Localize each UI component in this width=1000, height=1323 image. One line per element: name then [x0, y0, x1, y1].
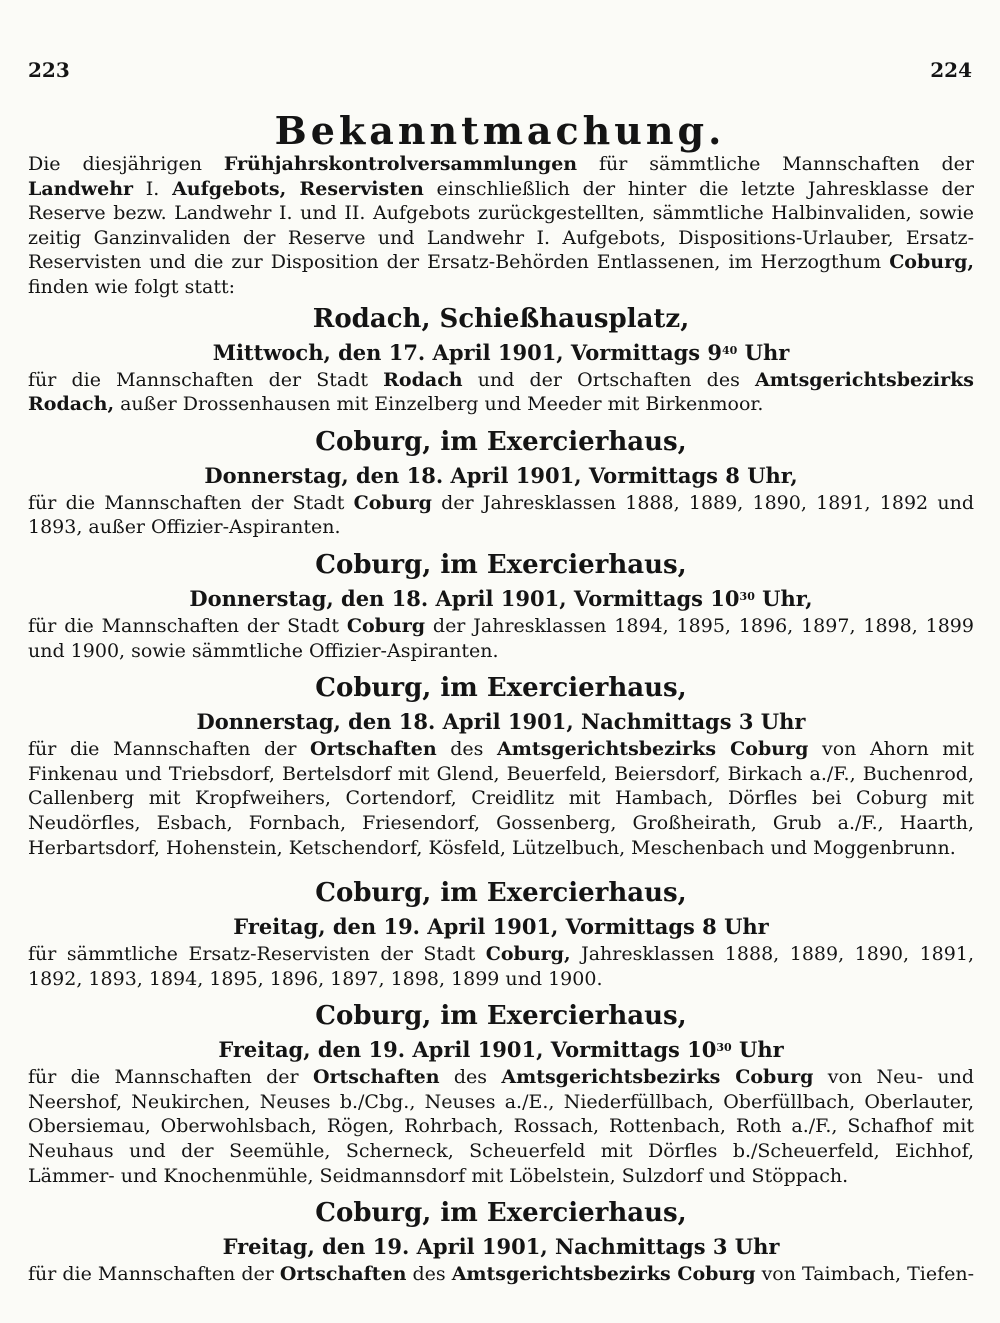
section-bold-1: Ortschaften	[310, 738, 437, 761]
section-when: Donnerstag, den 18. April 1901, Vormittags 8 Uhr,	[204, 462, 798, 488]
section-when	[28, 338, 974, 368]
section-bold-1: Coburg,	[485, 943, 571, 966]
section-place: Coburg, im Exercierhaus,	[315, 549, 687, 580]
section-when: Freitag, den 19. April 1901, Vormittags 8 Uhr	[233, 914, 769, 940]
section-paragraph	[28, 368, 974, 417]
section-bold-1: Rodach	[383, 368, 463, 391]
page-number-left: 223	[28, 58, 70, 82]
section-bold-2: Amtsgerichtsbezirks Coburg	[501, 1066, 814, 1089]
section-text-2: des	[406, 1263, 452, 1286]
page-number-right: 224	[930, 58, 972, 82]
section-place: Coburg, im Exercierhaus,	[315, 1001, 687, 1032]
intro-bold-1: Frühjahrskontrolversammlungen	[223, 153, 578, 175]
section-when-text: Donnerstag, den 18. April 1901, Vormittags 10	[189, 585, 740, 611]
section-text-2: des	[439, 1066, 502, 1089]
section-when-text: Freitag, den 19. April 1901, Vormittags 10	[218, 1037, 717, 1063]
section-text-3: außer Drossenhausen mit Einzelberg und Meeder mit Birkenmoor.	[114, 393, 764, 416]
intro-text-4: einschließlich der hinter die letzte Jahresklasse der Reserve bezw. Landwehr I. und II. Aufgebots zurückgestellten, sämmtliche Halbinvaliden, sowie zeitig Ganzinvaliden der Reserve und Landwehr I. Aufgebots, Dispositions-Urlauber, Ersatz-Reservisten und die zur Disposition der Ersatz-Behörden Entlassenen, im Herzogthum	[28, 177, 974, 274]
section-when-sup: 40	[722, 343, 738, 357]
section-when	[28, 1035, 974, 1065]
section-text-1: für die Mannschaften der Stadt	[28, 368, 384, 391]
section-text-1: für die Mannschaften der	[28, 1066, 313, 1089]
intro-bold-3: Aufgebots, Reservisten	[172, 177, 424, 200]
section-text-2: der Jahresklassen 1894, 1895, 1896, 1897, 1898, 1899 und 1900, sowie sämmtliche Offizier-Aspiranten.	[28, 614, 974, 662]
section-bold-2: Amtsgerichtsbezirks Rodach,	[28, 368, 974, 416]
section-when: Donnerstag, den 18. April 1901, Nachmittags 3 Uhr	[196, 709, 806, 735]
intro-text-2: für sämmtliche Mannschaften der	[577, 153, 974, 175]
section-place: Rodach, Schießhausplatz,	[312, 303, 690, 334]
section-text-3: von Neu- und Neershof, Neukirchen, Neuses b./Cbg., Neuses a./E., Niederfüllbach, Oberfüllbach, Oberlauter, Obersiemau, Oberwohlsbach, Rögen, Rohrbach, Rossach, Rottenbach, Roth a./F., Schafhof mit Neuhaus und der Seemühle, Scherneck, Scheuerfeld mit Dörfles b./Scheuerfeld, Eichhof, Lämmer- und Knochenmühle, Seidmannsdorf mit Löbelstein, Sulzdorf und Stöppach.	[28, 1066, 974, 1187]
section-text-1: für die Mannschaften der Stadt	[28, 491, 354, 514]
section-place: Coburg, im Exercierhaus,	[315, 673, 687, 704]
section-paragraph	[28, 737, 974, 860]
section-bold-2: Amtsgerichtsbezirks Coburg	[496, 738, 809, 761]
section-when-sup: 30	[739, 589, 755, 603]
section-when-text: Mittwoch, den 17. April 1901, Vormittags 9	[212, 339, 723, 365]
section-paragraph	[28, 1262, 974, 1287]
section-bold-1: Ortschaften	[312, 1066, 440, 1089]
section-text-1: für sämmtliche Ersatz-Reservisten der Stadt	[28, 943, 486, 966]
section-when-end: Uhr	[731, 1037, 784, 1063]
section-bold-1: Ortschaften	[279, 1263, 407, 1286]
section-text-1: für die Mannschaften der Stadt	[28, 614, 347, 637]
intro-text-5: finden wie folgt statt:	[28, 275, 235, 298]
section-text-3: von Ahorn mit Finkenau und Triebsdorf, Bertelsdorf mit Glend, Beuerfeld, Beiersdorf, Birkach a./F., Buchenrod, Callenberg mit Kropfweihers, Cortendorf, Creidlitz mit Hambach, Dörfles bei Coburg mit Neudörfles, Esbach, Fornbach, Friesendorf, Gossenberg, Großheirath, Grub a./F., Haarth, Herbartsdorf, Hohenstein, Ketschendorf, Kösfeld, Lützelbuch, Meschenbach und Moggenbrunn.	[28, 738, 974, 859]
section-when-end: Uhr	[737, 339, 790, 365]
section-bold-1: Coburg	[346, 614, 426, 637]
document-body	[28, 152, 974, 1287]
section-paragraph	[28, 614, 974, 663]
section-place: Coburg, im Exercierhaus,	[315, 878, 687, 909]
section-place: Coburg, im Exercierhaus,	[315, 426, 687, 457]
section-text-1: für die Mannschaften der	[28, 738, 311, 761]
section-text-2: der Jahresklassen 1888, 1889, 1890, 1891, 1892 und 1893, außer Offizier-Aspiranten.	[28, 491, 974, 539]
section-bold-1: Coburg	[353, 491, 432, 514]
section-paragraph	[28, 1065, 974, 1188]
intro-text-3: I.	[133, 177, 173, 200]
section-text-1: für die Mannschaften der	[28, 1263, 280, 1286]
section-bold-2: Amtsgerichtsbezirks Coburg	[451, 1263, 756, 1286]
section-paragraph	[28, 942, 974, 991]
intro-text-1: Die diesjährigen	[28, 153, 224, 175]
section-when-end: Uhr,	[754, 585, 813, 611]
section-text-2: und der Ortschaften des	[462, 368, 755, 391]
section-when	[28, 584, 974, 614]
section-when-sup: 30	[716, 1041, 732, 1055]
intro-paragraph	[28, 152, 974, 300]
intro-bold-2: Landwehr	[28, 177, 134, 200]
intro-bold-4: Coburg,	[889, 251, 974, 274]
section-when: Freitag, den 19. April 1901, Nachmittags 3 Uhr	[222, 1234, 780, 1260]
section-text-2: Jahresklassen 1888, 1889, 1890, 1891, 1892, 1893, 1894, 1895, 1896, 1897, 1898, 1899 und 1900.	[28, 943, 974, 990]
section-text-3: von Taimbach, Tiefen-	[755, 1263, 975, 1286]
section-place: Coburg, im Exercierhaus,	[315, 1198, 687, 1229]
document-title: Bekanntmachung.	[274, 108, 726, 153]
section-paragraph	[28, 491, 974, 540]
section-text-2: des	[436, 738, 497, 761]
